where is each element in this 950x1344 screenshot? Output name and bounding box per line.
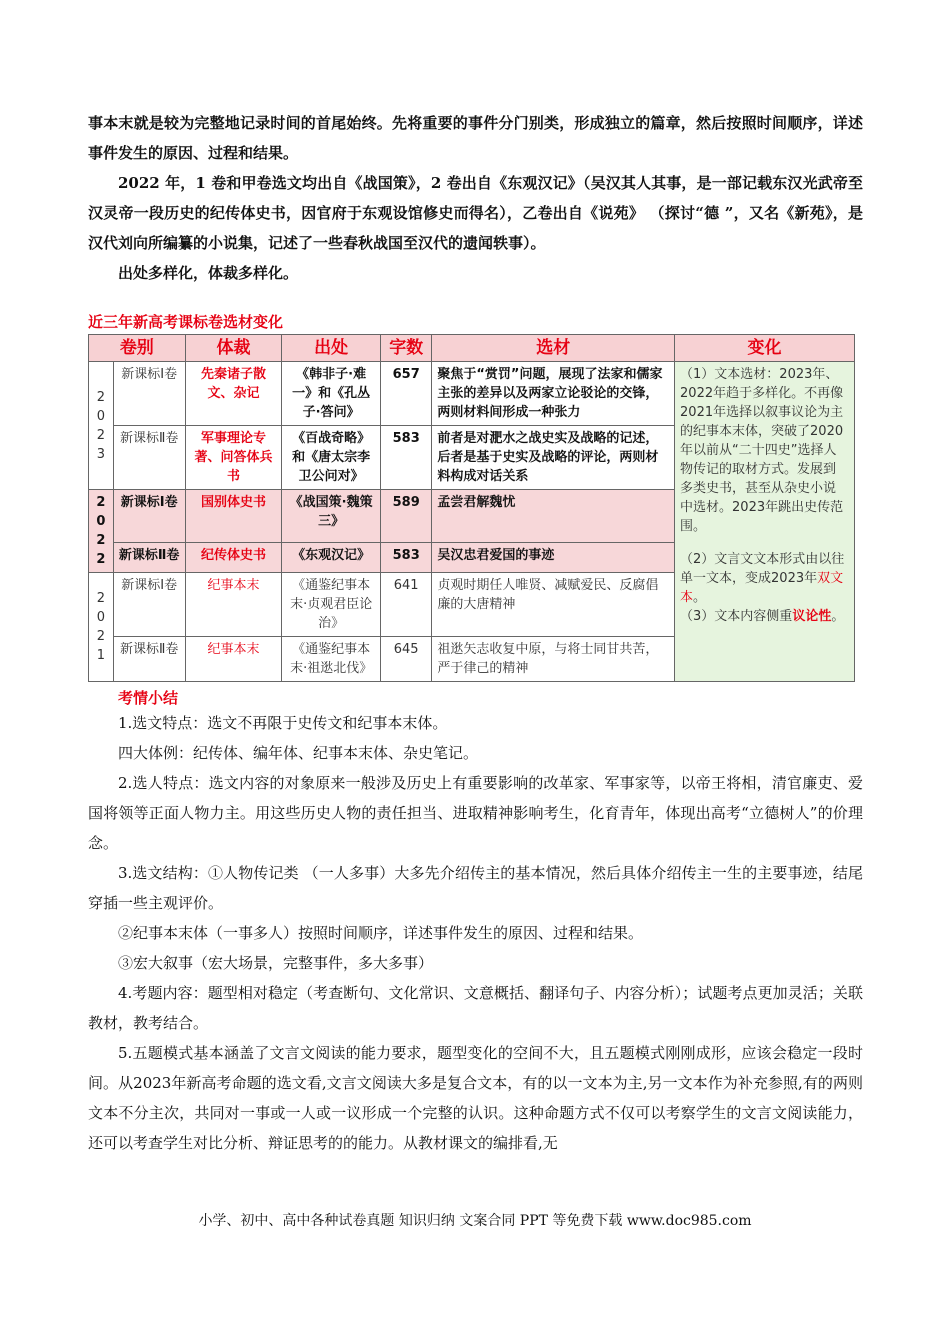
xuan-cell: 聚焦于“赏罚”问题，展现了法家和儒家主张的差异以及两家立论驳论的交锋，两则材料间形成一种张力 (432, 362, 675, 426)
change-part-3b: 议论性 (792, 609, 832, 624)
header-chu: 出处 (282, 335, 381, 362)
ti-cell: 纪事本末 (185, 573, 282, 637)
juan-cell: 新课标Ⅰ卷 (113, 362, 185, 426)
summary-item: 四大体例：纪传体、编年体、纪事本末体、杂史笔记。 (118, 744, 479, 762)
page-footer: 小学、初中、高中各种试卷真题 知识归纳 文案合同 PPT 等免费下载 www.doc985.com (198, 1213, 752, 1229)
zi-cell: 583 (380, 426, 431, 490)
zi-cell: 645 (380, 637, 431, 682)
summary-body (88, 708, 863, 1158)
year-digit: 2 (96, 591, 105, 606)
year-digit: 2 (96, 629, 105, 644)
zi-cell: 583 (380, 542, 431, 572)
xuan-cell: 吴汉忠君爱国的事迹 (432, 542, 675, 572)
ti-cell: 国别体史书 (185, 490, 282, 543)
table-caption: 近三年新高考课标卷选材变化 (88, 313, 284, 331)
summary-title: 考情小结 (118, 689, 179, 707)
ti-cell: 纪事本末 (185, 637, 282, 682)
summary-item: ②纪事本末体（一事多人）按照时间顺序，详述事件发生的原因、过程和结果。 (118, 924, 644, 942)
ti-cell: 军事理论专著、问答体兵书 (185, 426, 282, 490)
chu-cell: 《韩非子·难一》和《孔丛子·答问》 (282, 362, 381, 426)
year-digit: 2 (96, 389, 105, 405)
year-digit: 2 (96, 552, 106, 567)
ti-cell: 先秦诸子散文、杂记 (185, 362, 282, 426)
juan-cell: 新课标Ⅱ卷 (113, 542, 185, 572)
change-part-1: （1）文本选材：2023年、2022年趋于多样化。不再像2021年选择以叙事议论为主的纪事本末体，突破了2020年以前从“二十四史”选择人物传记的取材方式。发展到多类史书，甚至从杂史小说中选材。2023年跳出史传范围。 (680, 367, 844, 534)
header-ti: 体裁 (185, 335, 282, 362)
change-part-3a: （3）文本内容侧重 (680, 609, 793, 624)
year-2021-cell (89, 573, 114, 682)
chu-cell: 《百战奇略》和《唐太宗李卫公问对》 (282, 426, 381, 490)
xuan-cell: 祖逖矢志收复中原，与将士同甘共苦，严于律己的精神 (432, 637, 675, 682)
zi-cell: 657 (380, 362, 431, 426)
juan-cell: 新课标Ⅱ卷 (113, 426, 185, 490)
zi-cell: 589 (380, 490, 431, 543)
summary-item: ③宏大叙事（宏大场景，完整事件，多大多事） (118, 954, 434, 972)
year-digit: 0 (96, 408, 105, 424)
year-digit: 2 (96, 427, 105, 443)
document-page (88, 108, 863, 1158)
xuan-cell: 贞观时期任人唯贤、减赋爱民、反腐倡廉的大唐精神 (432, 573, 675, 637)
table-header-row (89, 335, 855, 362)
change-cell (675, 362, 855, 682)
juan-cell: 新课标Ⅱ卷 (113, 637, 185, 682)
summary-item: 2.选人特点：选文内容的对象原来一般涉及历史上有重要影响的改革家、军事家等，以帝王将相，清官廉吏、爱国将领等正面人物力主。用这些历史人物的责任担当、进取精神影响考生，化育青年，体现出高考“立德树人”的价理念。 (88, 774, 863, 852)
juan-cell: 新课标Ⅰ卷 (113, 573, 185, 637)
year-digit: 0 (96, 610, 105, 625)
change-part-3c: 。 (831, 609, 845, 624)
summary-item: 4.考题内容：题型相对稳定（考查断句、文化常识、文意概括、翻译句子、内容分析）；试题考点更加灵活；关联教材，教考结合。 (88, 984, 863, 1032)
chu-cell: 《通鉴纪事本末·贞观君臣论治》 (282, 573, 381, 637)
summary-item: 1.选文特点：选文不再限于史传文和纪事本末体。 (118, 714, 448, 732)
year-digit: 2 (96, 533, 106, 548)
ti-cell: 纪传体史书 (185, 542, 282, 572)
intro-paragraph-3: 出处多样化，体裁多样化。 (118, 264, 299, 282)
change-part-2a: （2）文言文文本形式由以往单一文本，变成2023年 (680, 552, 845, 586)
table-row (89, 362, 855, 426)
xuan-cell: 前者是对淝水之战史实及战略的记述，后者是基于史实及战略的评论，两则材料构成对话关系 (432, 426, 675, 490)
selection-table (88, 334, 855, 682)
year-digit: 2 (96, 495, 106, 510)
summary-item: 5.五题模式基本涵盖了文言文阅读的能力要求，题型变化的空间不大，且五题模式刚刚成形，应该会稳定一段时间。从2023年新高考命题的选文看,文言文阅读大多是复合文本，有的以一文本为主,另一文本作为补充参照,有的两则文本不分主次，共同对一事或一人或一议形成一个完整的认识。这种命题方式不仅可以考察学生的文言文阅读能力，还可以考查学生对比分析、辩证思考的的能力。从教材课文的编排看,无 (88, 1044, 863, 1152)
change-part-2c: 。 (693, 590, 707, 605)
juan-cell: 新课标Ⅰ卷 (113, 490, 185, 543)
year-digit: 3 (96, 446, 105, 462)
header-juan: 卷别 (89, 335, 186, 362)
header-change: 变化 (675, 335, 855, 362)
header-zi: 字数 (380, 335, 431, 362)
chu-cell: 《通鉴纪事本末·祖逖北伐》 (282, 637, 381, 682)
zi-cell: 641 (380, 573, 431, 637)
year-2022-cell (89, 490, 114, 573)
xuan-cell: 孟尝君解魏忧 (432, 490, 675, 543)
chu-cell: 《东观汉记》 (282, 542, 381, 572)
chu-cell: 《战国策·魏策三》 (282, 490, 381, 543)
year-digit: 0 (96, 514, 106, 529)
year-digit: 1 (96, 648, 105, 663)
intro-paragraph-2: 2022 年，1 卷和甲卷选文均出自《战国策》，2 卷出自《东观汉记》（吴汉其人其事，是一部记载东汉光武帝至汉灵帝一段历史的纪传体史书，因官府于东观设馆修史而得名），乙卷出自《说苑》 （探讨“德 ”，又名《新苑》，是汉代刘向所编纂的小说集，记述了一些春秋战国至汉代的遗闻轶事）。 (88, 174, 863, 252)
year-2023-cell (89, 362, 114, 490)
intro-paragraph-1: 事本末就是较为完整地记录时间的首尾始终。先将重要的事件分门别类，形成独立的篇章，然后按照时间顺序，详述事件发生的原因、过程和结果。 (88, 114, 863, 162)
change-part-2b: 双文本 (680, 571, 844, 605)
summary-item: 3.选文结构：①人物传记类 （一人多事）大多先介绍传主的基本情况，然后具体介绍传主一生的主要事迹，结尾穿插一些主观评价。 (88, 864, 863, 912)
header-xuan: 选材 (432, 335, 675, 362)
